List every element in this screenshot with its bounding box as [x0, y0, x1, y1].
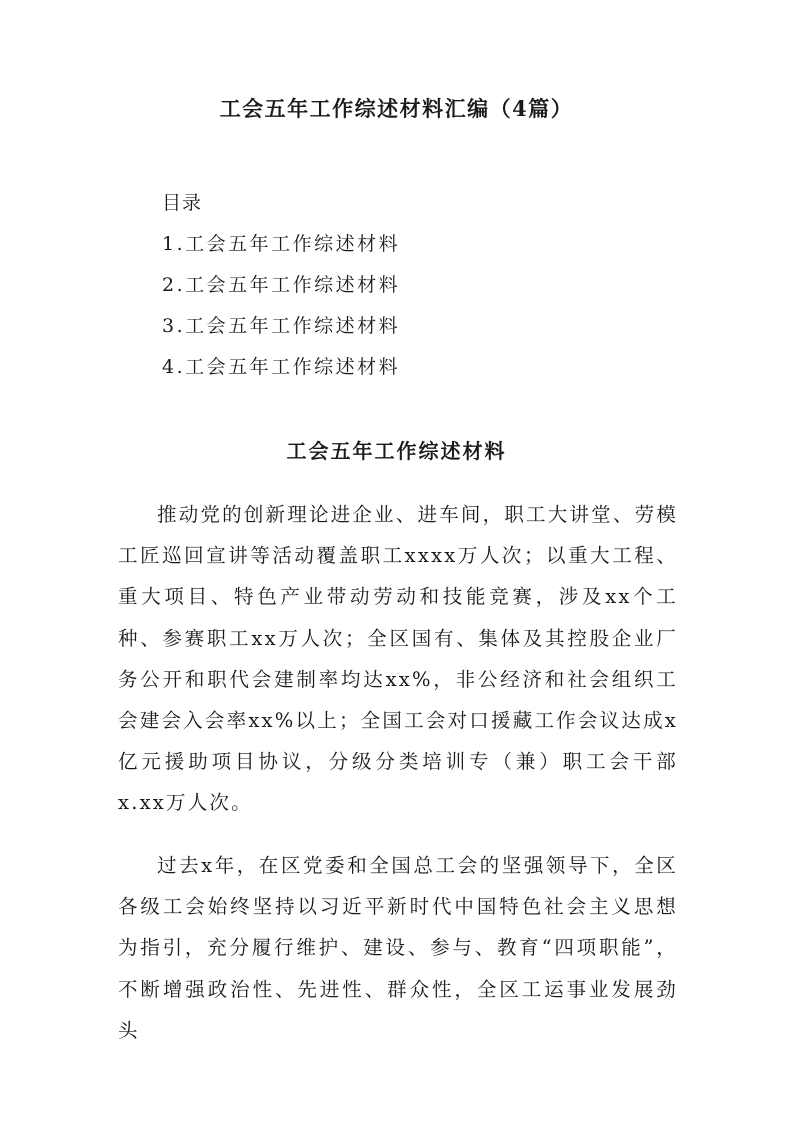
table-of-contents — [162, 186, 662, 391]
toc-list — [162, 227, 662, 384]
body-paragraph: 推动党的创新理论进企业、进车间，职工大讲堂、劳模工匠巡回宣讲等活动覆盖职工xxxx万人次；以重大工程、重大项目、特色产业带动劳动和技能竞赛，涉及xx个工种、参赛职工xx万人次；全区国有、集体及其控股企业厂务公开和职代会建制率均达xx%，非公经济和社会组织工会建会入会率xx%以上；全国工会对口援藏工作会议达成x亿元援助项目协议，分级分类培训专（兼）职工会干部x.xx万人次。 — [118, 503, 678, 815]
toc-item: 2.工会五年工作综述材料 — [162, 274, 401, 296]
body-paragraph: 过去x年，在区党委和全国总工会的坚强领导下，全区各级工会始终坚持以习近平新时代中国特色社会主义思想为指引，充分履行维护、建设、参与、教育“四项职能”，不断增强政治性、先进性、群众性，全区工运事业发展劲头 — [118, 854, 678, 1042]
toc-heading: 目录 — [162, 192, 203, 214]
document-title: 工会五年工作综述材料汇编（4篇） — [219, 96, 574, 121]
section-title: 工会五年工作综述材料 — [286, 439, 507, 463]
toc-item: 4.工会五年工作综述材料 — [162, 356, 401, 378]
toc-item: 1.工会五年工作综述材料 — [162, 233, 401, 255]
toc-item: 3.工会五年工作综述材料 — [162, 315, 401, 337]
